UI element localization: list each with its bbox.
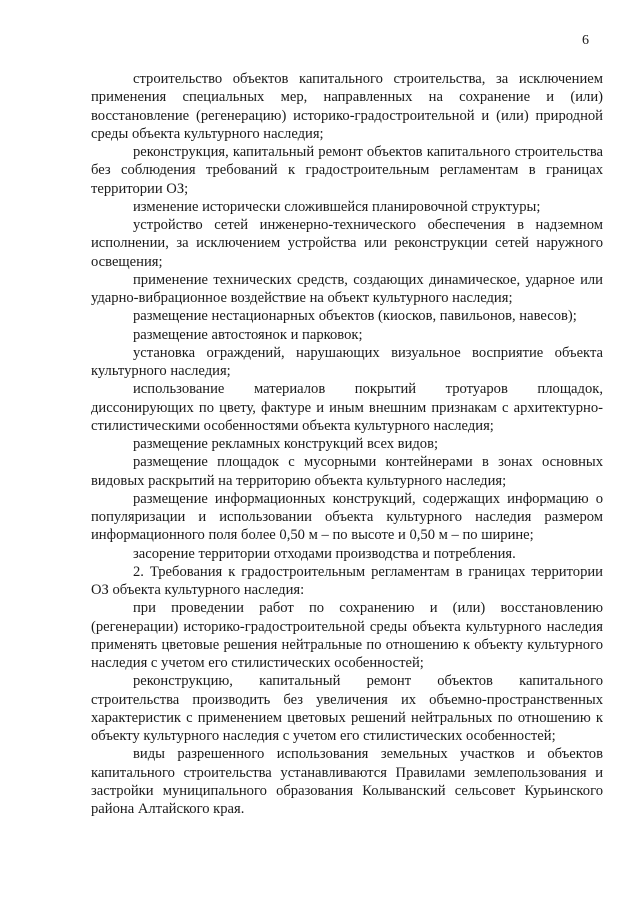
- section-heading-paragraph: 2. Требования к градостроительным регламентам в границах территории ОЗ объекта культурного наследия:: [91, 563, 603, 598]
- paragraph: размещение автостоянок и парковок;: [133, 326, 363, 343]
- paragraph: реконструкцию, капитальный ремонт объектов капитального строительства производить без увеличения их объемно-пространственных характеристик с применением цветовых решений нейтральных по отношению к объекту культурного наследия с учетом его стилистических особенностей;: [91, 673, 603, 744]
- paragraph: виды разрешенного использования земельных участков и объектов капитального строительства устанавливаются Правилами землепользования и застройки муниципального образования Колыванский сельсовет Курьинского района Алтайского края.: [91, 746, 603, 817]
- paragraph: размещение нестационарных объектов (киосков, павильонов, навесов);: [133, 308, 577, 325]
- paragraph: засорение территории отходами производства и потребления.: [133, 545, 516, 562]
- paragraph: строительство объектов капитального строительства, за исключением применения специальных мер, направленных на сохранение и (или) восстановление (регенерацию) историко-градостроительной и (или) природной среды объекта культурного наследия;: [91, 71, 603, 142]
- paragraph: размещение площадок с мусорными контейнерами в зонах основных видовых раскрытий на территорию объекта культурного наследия;: [91, 454, 603, 489]
- paragraph: размещение рекламных конструкций всех видов;: [133, 436, 439, 452]
- paragraph: реконструкция, капитальный ремонт объектов капитального строительства без соблюдения требований к градостроительным регламентам в границах территории ОЗ;: [91, 144, 603, 197]
- paragraph: изменение исторически сложившейся планировочной структуры;: [133, 198, 541, 215]
- paragraph: устройство сетей инженерно-технического обеспечения в надземном исполнении, за исключением устройства или реконструкции сетей наружного освещения;: [91, 217, 603, 270]
- paragraph: применение технических средств, создающих динамическое, ударное или ударно-вибрационное воздействие на объект культурного наследия;: [91, 271, 603, 306]
- paragraph: использование материалов покрытий тротуаров площадок, диссонирующих по цвету, фактуре и иным внешним признакам с архитектурно-стилистическими особенностями объекта культурного наследия;: [91, 381, 603, 434]
- document-body: [91, 70, 603, 818]
- paragraph: установка ограждений, нарушающих визуальное восприятие объекта культурного наследия;: [91, 344, 603, 379]
- page-number: 6: [582, 33, 589, 48]
- paragraph: размещение информационных конструкций, содержащих информацию о популяризации и использовании объекта культурного наследия размером информационного поля более 0,50 м – по высоте и 0,50 м – по ширине;: [91, 490, 603, 544]
- paragraph: при проведении работ по сохранению и (или) восстановлению (регенерации) историко-градостроительной среды объекта культурного наследия применять цветовые решения нейтральные по отношению к объекту культурного наследия с учетом его стилистических особенностей;: [91, 600, 603, 671]
